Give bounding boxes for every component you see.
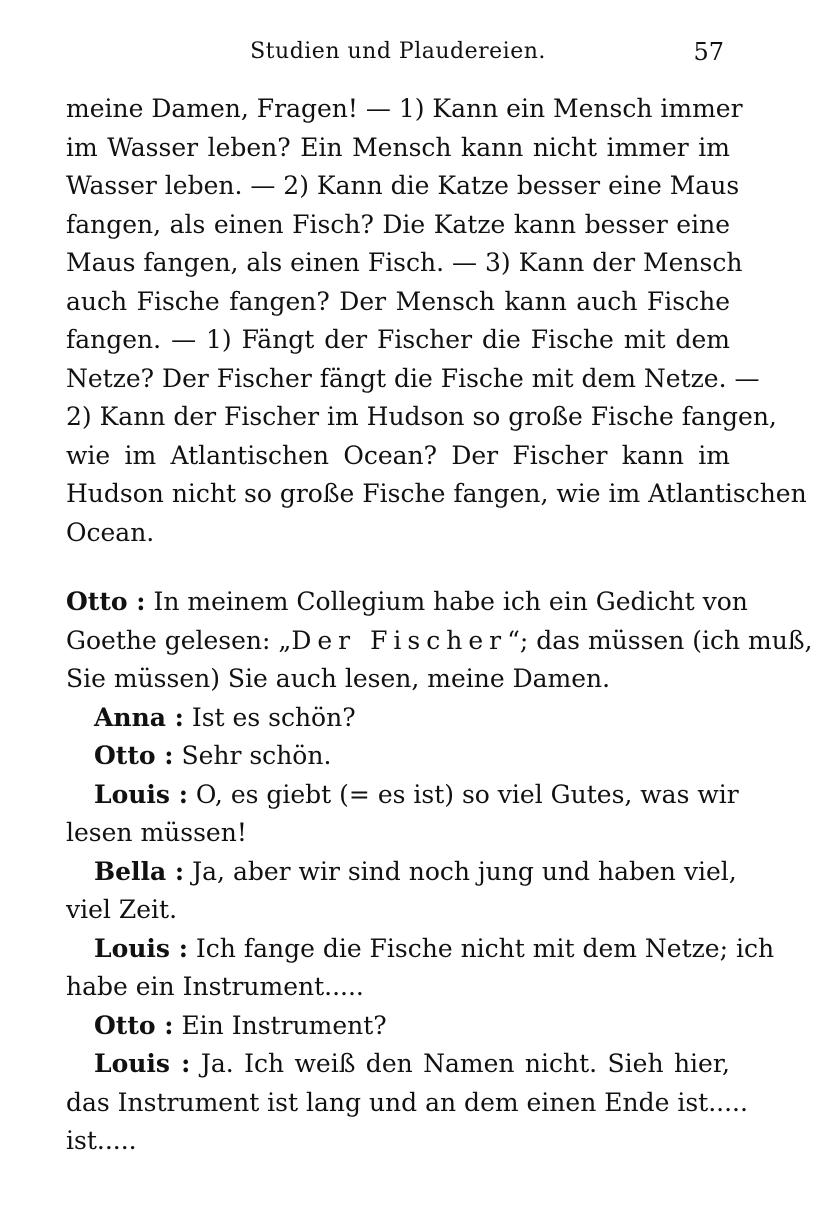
dialogue-line xyxy=(66,853,737,892)
speech-text: In meinem Collegium habe ich ein Gedicht von xyxy=(153,587,748,616)
text-line: Netze? Der Fischer fängt die Fische mit dem Netze. — xyxy=(66,363,760,393)
speaker-name: Otto : xyxy=(94,741,174,770)
speaker-name: Louis : xyxy=(94,779,188,809)
dialogue-line xyxy=(66,699,730,738)
text-line: Maus fangen, als einen Fisch. — 3) Kann der Mensch xyxy=(66,248,743,277)
dialogue xyxy=(66,583,813,1161)
dialogue-line xyxy=(66,1045,730,1084)
speech-text: O, es giebt (= es ist) so viel Gutes, was wir xyxy=(195,779,739,809)
dialogue-line xyxy=(66,776,739,815)
text-line: wie im Atlantischen Ocean? Der Fischer kann im xyxy=(66,440,730,470)
poem-title: Der Fischer xyxy=(291,625,508,655)
dialogue-line: habe ein Instrument..... xyxy=(66,972,364,1001)
speaker-name: Anna : xyxy=(94,702,184,732)
speech-text: Ist es schön? xyxy=(191,702,356,732)
running-head xyxy=(66,34,730,70)
dialogue-line: viel Zeit. xyxy=(66,895,178,924)
speech-text: Ja, aber wir sind noch jung und haben viel, xyxy=(192,856,737,886)
page-number: 57 xyxy=(693,38,724,66)
text-line: Wasser leben. — 2) Kann die Katze besser eine Maus xyxy=(66,171,740,200)
text-line: im Wasser leben? Ein Mensch kann nicht immer im xyxy=(66,132,730,162)
speech-text: Ich fange die Fische nicht mit dem Netze; ich xyxy=(195,933,775,963)
speaker-name: Louis : xyxy=(94,1049,191,1078)
dialogue-line xyxy=(66,930,775,969)
exercise-paragraph xyxy=(66,90,807,552)
speech-text: Ein Instrument? xyxy=(181,1010,387,1040)
text-line: auch Fische fangen? Der Mensch kann auch Fische xyxy=(66,286,730,316)
dialogue-line xyxy=(66,583,748,622)
text-line: 2) Kann der Fischer im Hudson so große Fische fangen, xyxy=(66,402,777,431)
dialogue-line: das Instrument ist lang und an dem einen Ende ist..... xyxy=(66,1087,748,1117)
speaker-name: Louis : xyxy=(94,933,188,963)
dialogue-line: lesen müssen! xyxy=(66,818,247,847)
dialogue-line: ist..... xyxy=(66,1126,137,1155)
speaker-name: Otto : xyxy=(94,1010,174,1040)
dialogue-line xyxy=(66,622,813,661)
dialogue-line: Sie müssen) Sie auch lesen, meine Damen. xyxy=(66,664,611,693)
text-line: Hudson nicht so große Fische fangen, wie im Atlantischen xyxy=(66,479,807,508)
speech-text: Goethe gelesen: „ xyxy=(66,625,292,655)
dialogue-line xyxy=(66,1007,730,1046)
speaker-name: Bella : xyxy=(94,856,185,886)
text-line: fangen. — 1) Fängt der Fischer die Fische mit dem xyxy=(66,325,730,354)
speech-text: “; das müssen (ich muß, xyxy=(507,625,813,655)
text-line: Ocean. xyxy=(66,517,155,547)
running-title: Studien und Plaudereien. xyxy=(250,39,546,64)
text-line: fangen, als einen Fisch? Die Katze kann besser eine xyxy=(66,209,730,239)
text-line: meine Damen, Fragen! — 1) Kann ein Mensch immer xyxy=(66,94,743,123)
speaker-name: Otto : xyxy=(66,587,146,616)
speech-text: Ja. Ich weiß den Namen nicht. Sieh hier, xyxy=(200,1049,730,1078)
speech-text: Sehr schön. xyxy=(181,741,332,770)
dialogue-line xyxy=(66,737,730,776)
